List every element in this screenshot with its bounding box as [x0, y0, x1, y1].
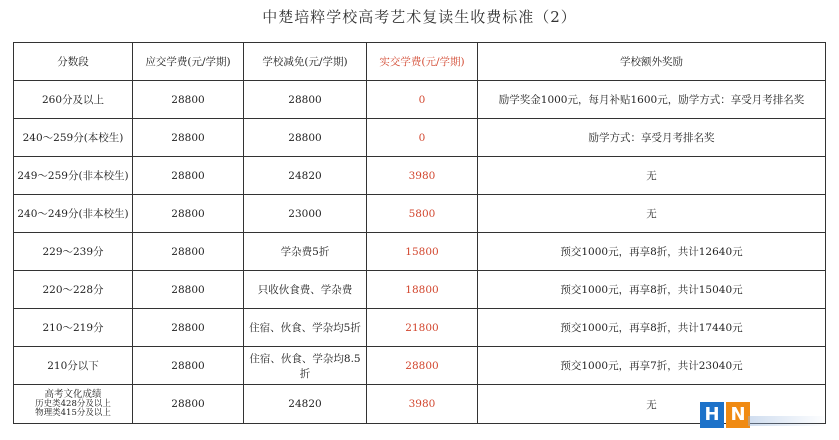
table-header-row [14, 43, 826, 81]
cell-reward: 励学方式：享受月考排名奖 [478, 119, 826, 157]
cell-actual-fee: 0 [367, 81, 478, 119]
cell-actual-fee: 15800 [367, 233, 478, 271]
header-extra-reward: 学校额外奖励 [478, 43, 826, 81]
table-row [14, 157, 826, 195]
header-actual-fee: 实交学费(元/学期) [367, 43, 478, 81]
cell-actual-fee: 5800 [367, 195, 478, 233]
table-row [14, 119, 826, 157]
cell-reward: 预交1000元，再享8折，共计12640元 [478, 233, 826, 271]
watermark-faint-text [748, 416, 828, 426]
table-row [14, 81, 826, 119]
cell-actual-fee: 0 [367, 119, 478, 157]
cell-score-range: 220～228分 [14, 271, 133, 309]
table-row [14, 271, 826, 309]
watermark-letter-h: H [700, 402, 724, 428]
cell-reduction: 住宿、伙食、学杂均5折 [244, 309, 367, 347]
cell-fee-due: 28800 [133, 195, 244, 233]
cell-fee-due: 28800 [133, 233, 244, 271]
watermark-letter-n: N [726, 402, 750, 428]
cell-reward: 预交1000元，再享8折，共计15040元 [478, 271, 826, 309]
cell-actual-fee: 21800 [367, 309, 478, 347]
cell-actual-fee: 3980 [367, 157, 478, 195]
cell-reward: 预交1000元，再享8折，共计17440元 [478, 309, 826, 347]
cell-score-range: 240～259分(本校生) [14, 119, 133, 157]
watermark-logo [700, 400, 752, 434]
cell-reduction: 24820 [244, 385, 367, 424]
culture-score-physics: 物理类415分及以上 [35, 408, 111, 418]
cell-reduction: 24820 [244, 157, 367, 195]
cell-fee-due: 28800 [133, 81, 244, 119]
cell-fee-due: 28800 [133, 271, 244, 309]
table-row [14, 347, 826, 385]
cell-score-range: 249～259分(非本校生) [14, 157, 133, 195]
cell-reward: 无 [478, 385, 826, 424]
table-row [14, 233, 826, 271]
cell-score-range: 210分以下 [14, 347, 133, 385]
header-score-range: 分数段 [14, 43, 133, 81]
cell-score-range: 240～249分(非本校生) [14, 195, 133, 233]
cell-reward: 无 [478, 195, 826, 233]
cell-actual-fee: 3980 [367, 385, 478, 424]
cell-reduction: 只收伙食费、学杂费 [244, 271, 367, 309]
table-row [14, 195, 826, 233]
fee-table [13, 42, 826, 424]
table-row [14, 309, 826, 347]
page-title: 中楚培粹学校高考艺术复读生收费标准（2） [262, 8, 577, 26]
cell-reduction: 住宿、伙食、学杂均8.5折 [244, 347, 367, 385]
cell-reward: 无 [478, 157, 826, 195]
cell-fee-due: 28800 [133, 157, 244, 195]
cell-score-range: 229～239分 [14, 233, 133, 271]
cell-fee-due: 28800 [133, 385, 244, 424]
culture-score-history: 历史类428分及以上 [35, 398, 111, 409]
cell-reward: 励学奖金1000元，每月补贴1600元，励学方式：享受月考排名奖 [478, 81, 826, 119]
cell-reward: 预交1000元，再享7折，共计23040元 [478, 347, 826, 385]
cell-reduction: 28800 [244, 81, 367, 119]
cell-fee-due: 28800 [133, 119, 244, 157]
cell-fee-due: 28800 [133, 347, 244, 385]
cell-actual-fee: 18800 [367, 271, 478, 309]
cell-actual-fee: 28800 [367, 347, 478, 385]
culture-score-title: 高考文化成绩 [44, 388, 102, 400]
cell-fee-due: 28800 [133, 309, 244, 347]
header-fee-due: 应交学费(元/学期) [133, 43, 244, 81]
cell-score-range: 210～219分 [14, 309, 133, 347]
header-school-reduction: 学校减免(元/学期) [244, 43, 367, 81]
cell-score-range-culture [14, 385, 133, 424]
cell-reduction: 23000 [244, 195, 367, 233]
cell-reduction: 28800 [244, 119, 367, 157]
cell-reduction: 学杂费5折 [244, 233, 367, 271]
cell-score-range: 260分及以上 [14, 81, 133, 119]
